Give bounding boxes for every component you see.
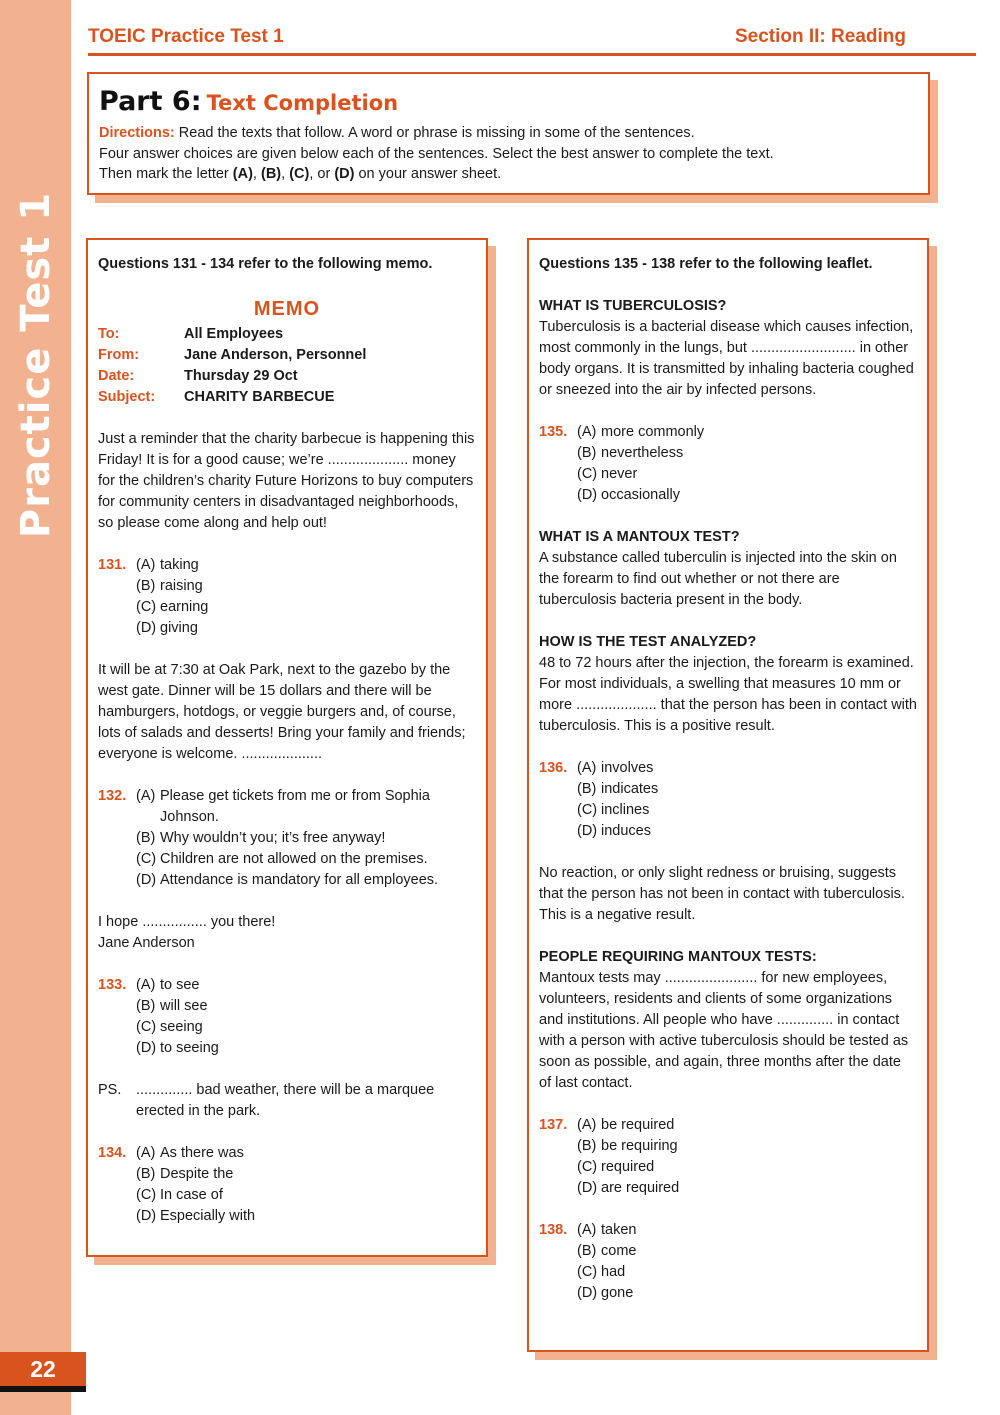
page-number: 22 bbox=[0, 1352, 86, 1386]
answer-option[interactable]: (C) seeing bbox=[136, 1019, 203, 1035]
leaflet-paragraph: Tuberculosis is a bacterial disease which causes infection, most commonly in the lungs, but .......................... in other body organs. It is transmitted by inhaling bacteria coughed or sneezed into the air by infected persons. bbox=[539, 319, 914, 398]
answer-option[interactable]: (B) Why wouldn’t you; it’s free anyway! bbox=[136, 830, 386, 846]
question-133: 133. (A) to see (B) will see (C) seeing (D) to seeing bbox=[98, 975, 476, 1059]
part-label: Part 6: bbox=[99, 86, 202, 117]
answer-option[interactable]: (B) be requiring bbox=[577, 1138, 678, 1154]
answer-option[interactable]: (B) indicates bbox=[577, 781, 659, 797]
question-137: 137. (A) be required (B) be requiring (C) required (D) are required bbox=[539, 1115, 917, 1199]
memo-field: Subject: CHARITY BARBECUE bbox=[98, 389, 335, 405]
answer-option[interactable]: (A) involves bbox=[577, 760, 654, 776]
leaflet-box bbox=[527, 238, 929, 1352]
leaflet-paragraph: No reaction, or only slight redness or bruising, suggests that the person has not been in contact with tuberculosis. This is a negative result. bbox=[539, 865, 905, 923]
part-name: Text Completion bbox=[206, 91, 399, 115]
answer-option[interactable]: (B) come bbox=[577, 1243, 637, 1259]
directions-line: Four answer choices are given below each of the sentences. Select the best answer to complete the text. bbox=[99, 145, 774, 162]
leaflet-paragraph: Mantoux tests may ....................... for new employees, volunteers, residents and clients of some organizations and institutions. All people who have .............. in contact with a person with active tuberculosis should be tested as soon as possible, and again, three months after the date of last contact. bbox=[539, 970, 909, 1091]
memo-closing bbox=[98, 912, 476, 954]
directions-box bbox=[87, 72, 930, 195]
answer-option[interactable]: (C) In case of bbox=[136, 1187, 223, 1203]
answer-option[interactable]: (D) occasionally bbox=[577, 487, 680, 503]
answer-option[interactable]: (D) gone bbox=[577, 1285, 634, 1301]
answer-option[interactable]: (C) earning bbox=[136, 599, 209, 615]
leaflet-intro: Questions 135 - 138 refer to the following leaflet. bbox=[539, 256, 873, 272]
answer-option[interactable]: (C) required bbox=[577, 1159, 655, 1175]
answer-option[interactable]: (B) will see bbox=[136, 998, 208, 1014]
question-135: 135. (A) more commonly (B) nevertheless (C) never (D) occasionally bbox=[539, 422, 917, 506]
directions-line: Read the texts that follow. A word or phrase is missing in some of the sentences. bbox=[174, 125, 695, 141]
leaflet-paragraph: 48 to 72 hours after the injection, the forearm is examined. For most individuals, a swelling that measures 10 mm or more .................... that the person has been in contact with tuberculosis. This is a positive result. bbox=[539, 655, 917, 734]
section-title: Section II: Reading bbox=[734, 26, 906, 47]
memo-field: From: Jane Anderson, Personnel bbox=[98, 347, 367, 363]
answer-option[interactable]: (D) induces bbox=[577, 823, 651, 839]
leaflet-heading: PEOPLE REQUIRING MANTOUX TESTS: bbox=[539, 949, 817, 965]
answer-option[interactable]: (B) Despite the bbox=[136, 1166, 234, 1182]
question-136: 136. (A) involves (B) indicates (C) inclines (D) induces bbox=[539, 758, 917, 842]
memo-postscript: PS. .............. bad weather, there will be a marquee erected in the park. bbox=[98, 1082, 435, 1119]
answer-option[interactable]: (D) Especially with bbox=[136, 1208, 256, 1224]
answer-option[interactable]: (C) had bbox=[577, 1264, 626, 1280]
leaflet-heading: WHAT IS A MANTOUX TEST? bbox=[539, 529, 740, 545]
closing-line: I hope ................ you there! bbox=[98, 914, 276, 930]
leaflet-paragraph: A substance called tuberculin is injected into the skin on the forearm to find out whether or not there are tuberculosis bacteria present in the body. bbox=[539, 550, 897, 608]
memo-paragraph: Just a reminder that the charity barbecue is happening this Friday! It is for a good cause; we’re .................... money for the children’s charity Future Horizons to buy computers for community centers in disadvantaged neighborhoods, so please come along and help out! bbox=[98, 431, 475, 531]
answer-option[interactable]: (B) raising bbox=[136, 578, 203, 594]
memo-field: To: All Employees bbox=[98, 326, 284, 342]
leaflet-heading: WHAT IS TUBERCULOSIS? bbox=[539, 298, 727, 314]
directions-label: Directions: bbox=[99, 125, 175, 141]
answer-option[interactable]: (B) nevertheless bbox=[577, 445, 684, 461]
memo-intro: Questions 131 - 134 refer to the following memo. bbox=[98, 256, 433, 272]
answer-option[interactable]: (A) to see bbox=[136, 977, 200, 993]
answer-option[interactable]: (D) giving bbox=[136, 620, 198, 636]
test-title: TOEIC Practice Test 1 bbox=[88, 26, 284, 47]
leaflet-heading: HOW IS THE TEST ANALYZED? bbox=[539, 634, 757, 650]
answer-option[interactable]: (C) never bbox=[577, 466, 638, 482]
answer-option[interactable]: (D) to seeing bbox=[136, 1040, 219, 1056]
memo-paragraph: It will be at 7:30 at Oak Park, next to the gazebo by the west gate. Dinner will be 15 dollars and there will be hamburgers, hotdogs, or veggie burgers and, of course, lots of salads and desserts! Bring your family and friends; everyone is welcome. .................... bbox=[98, 662, 466, 762]
answer-option[interactable]: (C) inclines bbox=[577, 802, 650, 818]
memo-header-fields bbox=[98, 324, 476, 408]
answer-option[interactable]: (D) Attendance is mandatory for all employees. bbox=[136, 872, 439, 888]
signature: Jane Anderson bbox=[98, 935, 195, 951]
answer-option[interactable]: (C) Children are not allowed on the premises. bbox=[136, 851, 428, 867]
question-134: 134. (A) As there was (B) Despite the (C) In case of (D) Especially with bbox=[98, 1143, 476, 1227]
part-heading bbox=[99, 86, 918, 117]
memo-field: Date: Thursday 29 Oct bbox=[98, 368, 298, 384]
question-131: 131. (A) taking (B) raising (C) earning (D) giving bbox=[98, 555, 476, 639]
answer-option[interactable]: (A) Please get tickets from me or from Sophia Johnson. bbox=[136, 788, 430, 825]
page-header bbox=[88, 24, 976, 54]
side-title: Practice Test 1 bbox=[13, 191, 60, 539]
directions-text bbox=[99, 123, 918, 185]
question-132: 132. (A) Please get tickets from me or from Sophia Johnson. (B) Why wouldn’t you; it’s free anyway! (C) Children are not allowed on the premises. (D) Attendance is mandatory for all employees. bbox=[98, 786, 476, 891]
answer-option[interactable]: (A) taking bbox=[136, 557, 199, 573]
answer-option[interactable]: (A) As there was bbox=[136, 1145, 244, 1161]
question-138: 138. (A) taken (B) come (C) had (D) gone bbox=[539, 1220, 917, 1304]
header-rule bbox=[88, 53, 976, 56]
answer-option[interactable]: (A) be required bbox=[577, 1117, 675, 1133]
page-number-rule bbox=[0, 1386, 86, 1392]
directions-line: Then mark the letter (A), (B), (C), or (D) on your answer sheet. bbox=[99, 166, 502, 182]
memo-box bbox=[86, 238, 488, 1257]
answer-option[interactable]: (A) taken bbox=[577, 1222, 637, 1238]
memo-title: MEMO bbox=[253, 298, 321, 320]
answer-option[interactable]: (A) more commonly bbox=[577, 424, 705, 440]
answer-option[interactable]: (D) are required bbox=[577, 1180, 680, 1196]
